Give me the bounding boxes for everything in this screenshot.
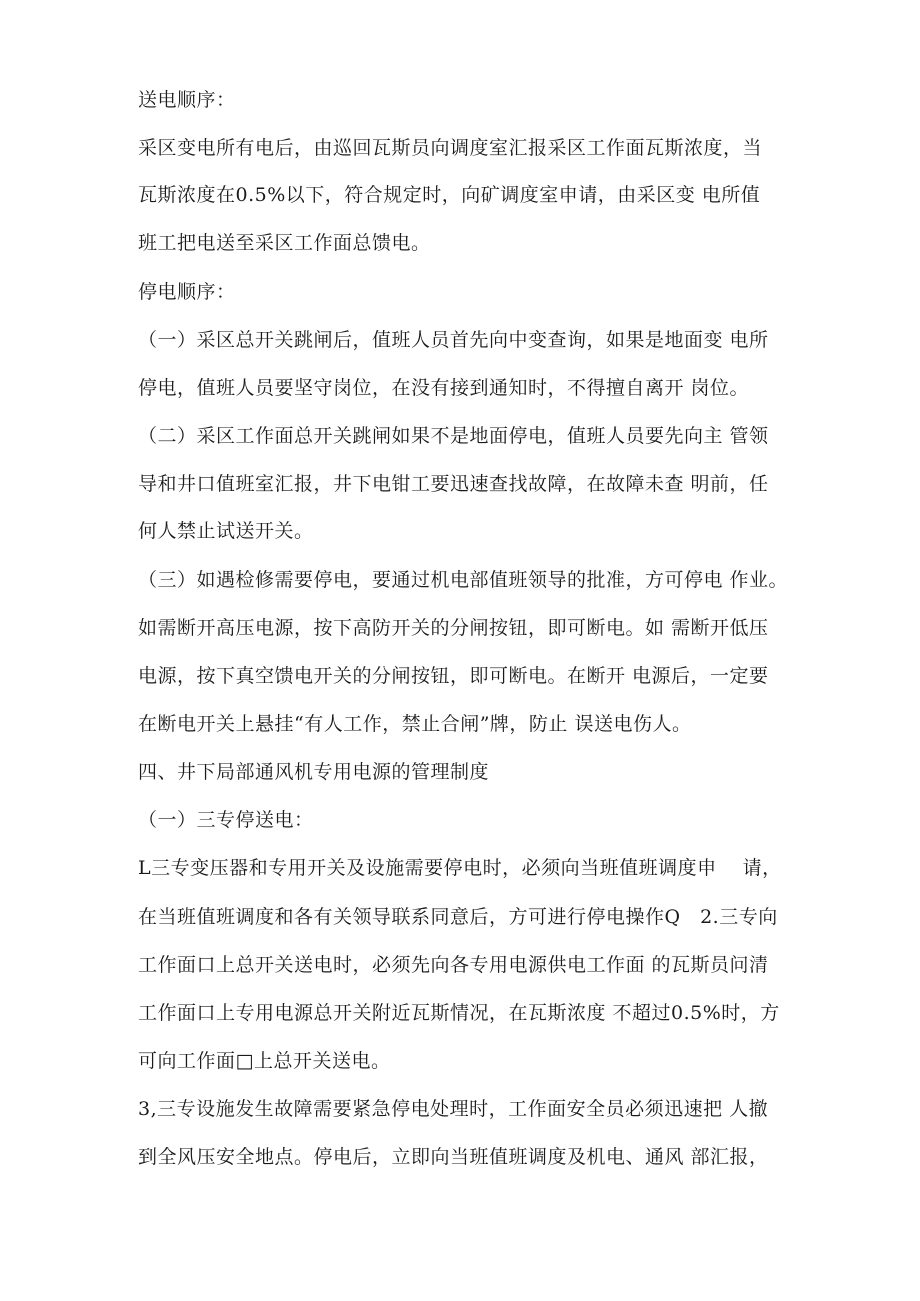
section-heading: 四、井下局部通风机专用电源的管理制度	[138, 761, 490, 783]
text-line: 导和井口值班室汇报，井下电钳工要迅速查找故障，在故障未查 明前，任	[138, 473, 769, 495]
text-line: 在断电开关上悬挂“有人工作，禁止合闸”牌，防止 误送电伤人。	[138, 713, 692, 735]
text-line: 可向工作面□上总开关送电。	[138, 1050, 391, 1072]
text-line: 工作面口上专用电源总开关附近瓦斯情况，在瓦斯浓度 不超过0.5%时，方	[138, 1002, 780, 1024]
text-line: （二）采区工作面总开关跳闸如果不是地面停电，值班人员要先向主 管领	[138, 425, 769, 447]
text-line: 到全风压安全地点。停电后，立即向当班值班调度及机电、通风 部汇报，	[138, 1146, 769, 1168]
text-line: 班工把电送至采区工作面总馈电。	[138, 232, 431, 254]
text-line: （一）采区总开关跳闸后，值班人员首先向中变查询，如果是地面变 电所	[138, 329, 769, 351]
text-line: L三专变压器和专用开关及设施需要停电时，必须向当班值班调度申 请，	[138, 857, 782, 879]
text-line: 瓦斯浓度在0.5%以下，符合规定时，向矿调度室申请，由采区变 电所值	[138, 184, 761, 206]
subsection-heading: （一）三专停送电：	[138, 809, 314, 831]
text-line: 停电顺序：	[138, 281, 236, 303]
text-line: 在当班值班调度和各有关领导联系同意后，方可进行停电操作Q 2.三专向	[138, 906, 778, 928]
text-line: 采区变电所有电后，由巡回瓦斯员向调度室汇报采区工作面瓦斯浓度，当	[138, 137, 763, 159]
text-line: 3,三专设施发生故障需要紧急停电处理时，工作面安全员必须迅速把 人撤	[138, 1098, 769, 1120]
text-line: 送电顺序：	[138, 89, 236, 111]
text-line: 电源，按下真空馈电开关的分闸按钮，即可断电。在断开 电源后，一定要	[138, 665, 769, 687]
text-line: （三）如遇检修需要停电，要通过机电部值班领导的批准，方可停电 作业。	[138, 569, 789, 591]
text-line: 工作面口上总开关送电时，必须先向各专用电源供电工作面 的瓦斯员问清	[138, 954, 769, 976]
text-line: 停电，值班人员要坚守岗位，在没有接到通知时，不得擅自离开 岗位。	[138, 377, 750, 399]
text-line: 如需断开高压电源，按下高防开关的分闸按钮，即可断电。如 需断开低压	[138, 617, 769, 639]
text-line: 何人禁止试送开关。	[138, 520, 314, 542]
